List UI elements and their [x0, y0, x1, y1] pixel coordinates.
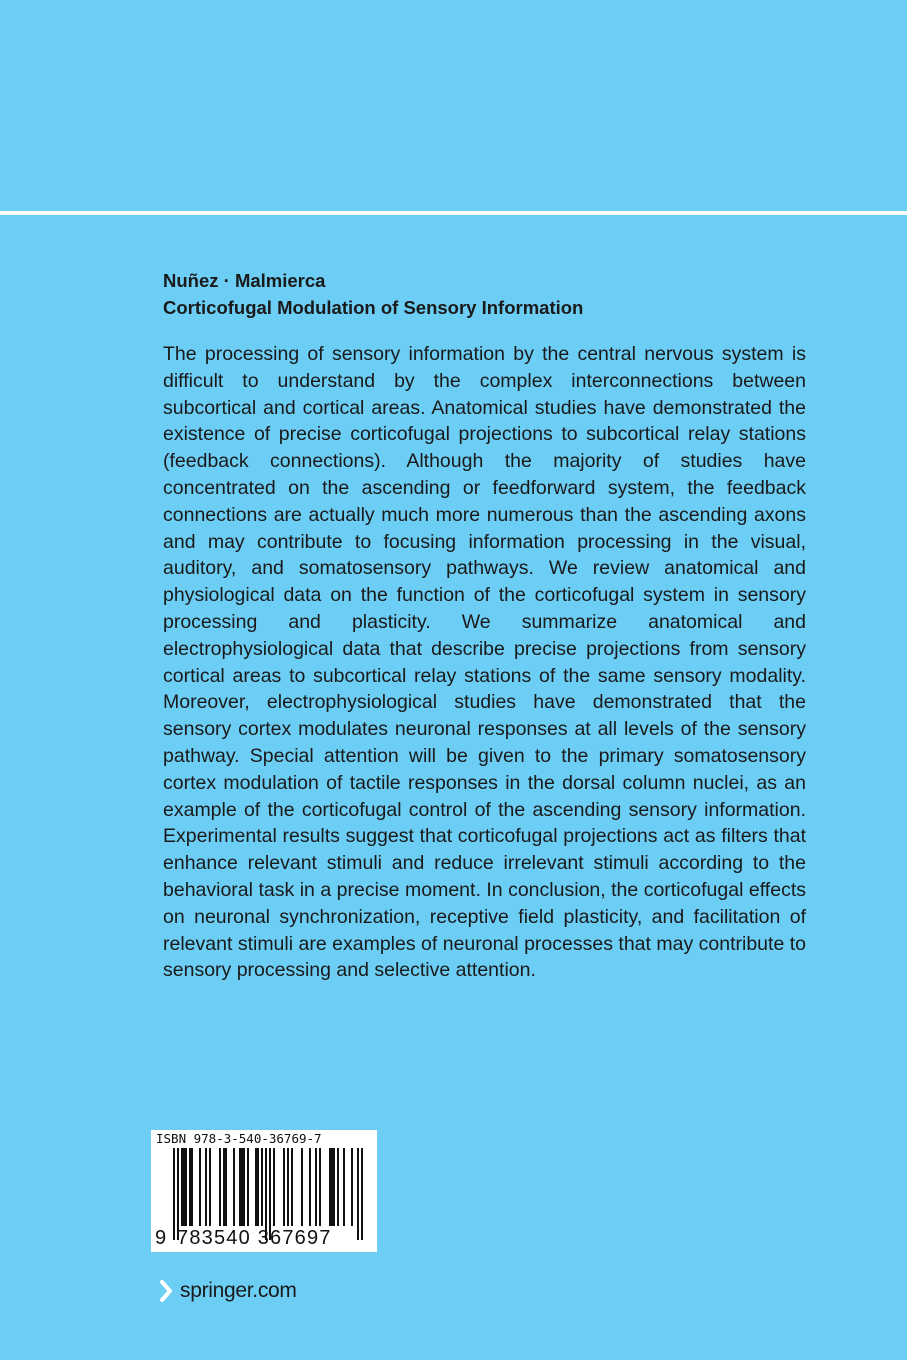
barcode-bar	[319, 1148, 321, 1226]
ean-digits: 783540 367697	[177, 1227, 332, 1249]
barcode-bar	[301, 1148, 303, 1226]
isbn-barcode	[151, 1130, 377, 1252]
barcode-bar	[181, 1148, 187, 1226]
barcode-bar	[199, 1148, 201, 1226]
barcode-bar	[329, 1148, 335, 1226]
barcode-bar	[247, 1148, 249, 1226]
barcode-bar	[173, 1148, 175, 1240]
barcode-bar	[255, 1148, 259, 1226]
barcode-bar	[309, 1148, 311, 1226]
barcode-bar	[287, 1148, 289, 1226]
barcode-bar	[219, 1148, 221, 1226]
isbn-label: ISBN 978-3-540-36769-7	[156, 1131, 322, 1146]
ean-first-digit: 9	[155, 1227, 167, 1249]
barcode-bar	[223, 1148, 227, 1226]
barcode-bar	[233, 1148, 235, 1226]
book-abstract: The processing of sensory information by the central nervous system is difficult to understand by the complex interconnections between subcortical and cortical areas. Anatomical studies have demonstrated the existence of precise corticofugal projections to subcortical relay stations (feedback connections). Although the majority of studies have concentrated on the ascending or feedforward system, the feedback connections are actually much more numerous than the ascending axons and may contribute to focusing information processing in the visual, auditory, and somatosensory pathways. We review anatomical and physiological data on the function of the corticofugal system in sensory processing and plasticity. We summarize anatomical and electrophysiological data that describe precise projections from sensory cortical areas to subcortical relay stations of the same sensory modality. Moreover, electrophysiological studies have demonstrated that the sensory cortex modulates neuronal responses at all levels of the sensory pathway. Special attention will be given to the primary somatosensory cortex modulation of tactile responses in the dorsal column nuclei, as an example of the corticofugal control of the ascending sensory information. Experimental results suggest that corticofugal projections act as filters that enhance relevant stimuli and reduce irrelevant stimuli according to the behavioral task in a precise moment. In conclusion, the corticofugal effects on neuronal synchronization, receptive field plasticity, and facilitation of relevant stimuli are examples of neuronal processes that may contribute to sensory processing and selective attention.	[163, 343, 806, 982]
barcode-bar	[261, 1148, 263, 1226]
barcode-bar	[205, 1148, 207, 1226]
publisher-url: springer.com	[180, 1279, 297, 1302]
barcode-bar	[343, 1148, 345, 1226]
barcode-bar	[315, 1148, 317, 1226]
publisher-link[interactable]	[160, 1276, 297, 1306]
barcode-bar	[337, 1148, 339, 1226]
barcode-bar	[283, 1148, 285, 1226]
book-authors: Nuñez · Malmierca	[163, 270, 326, 291]
barcode-bar	[209, 1148, 211, 1226]
chevron-right-icon	[160, 1280, 174, 1302]
header-rule	[0, 211, 907, 215]
barcode-bar	[351, 1148, 353, 1226]
barcode-bar	[273, 1148, 275, 1226]
barcode-bar	[189, 1148, 193, 1226]
barcode-bar	[239, 1148, 245, 1226]
book-title: Corticofugal Modulation of Sensory Information	[163, 297, 584, 318]
barcode-bar	[291, 1148, 293, 1226]
